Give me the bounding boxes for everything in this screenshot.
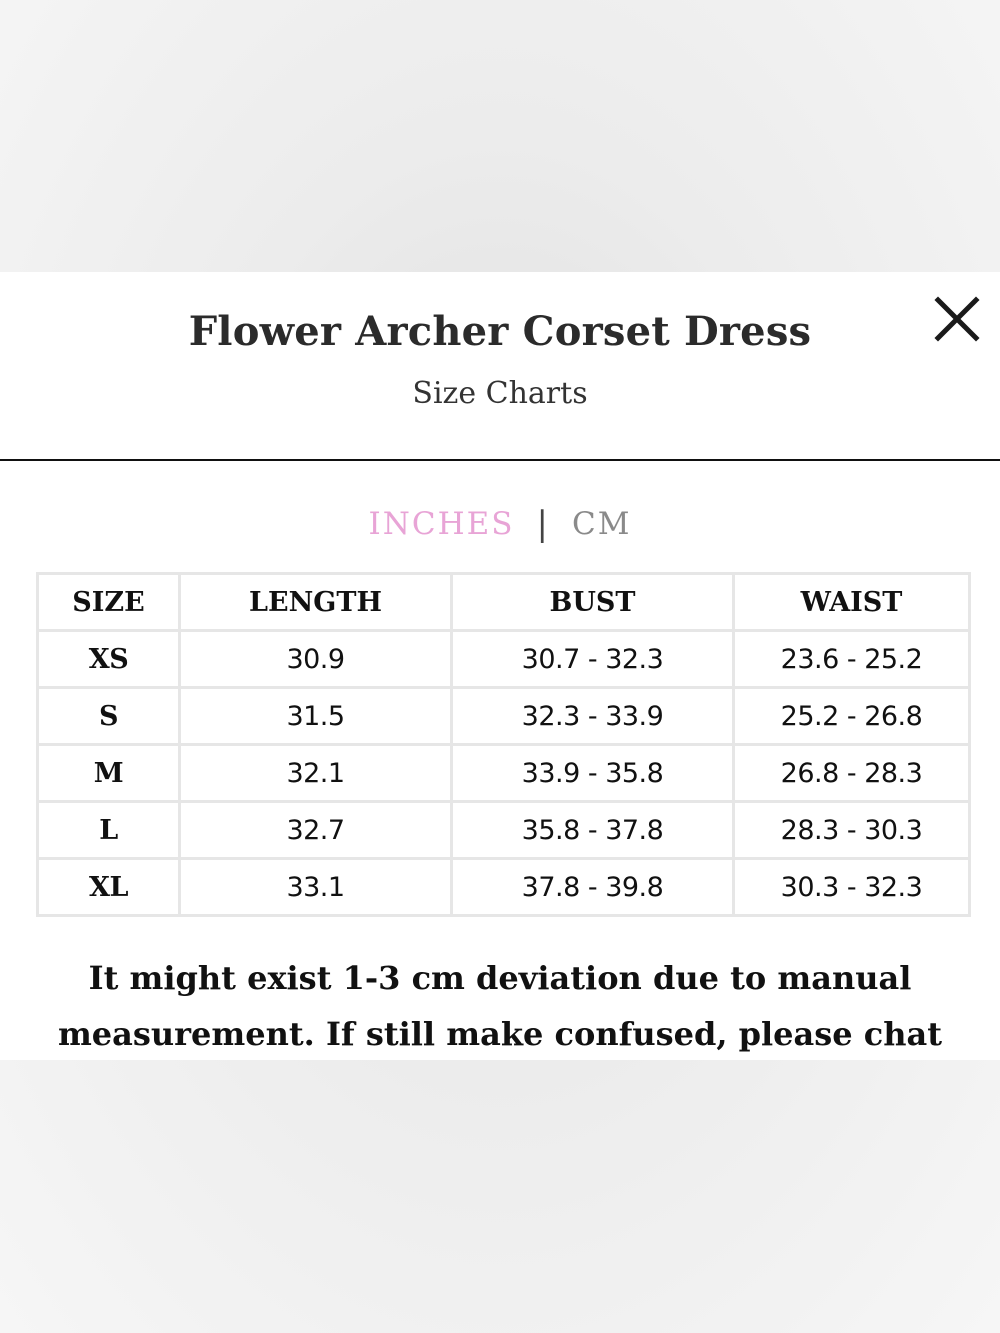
size-table (36, 572, 971, 917)
unit-cm-tab[interactable]: CM (572, 506, 632, 542)
table-row (38, 688, 970, 745)
deviation-note-line-2: measurement. If still make confused, please chat (57, 1015, 943, 1053)
bust-cell: 33.9 - 35.8 (452, 745, 734, 802)
size-cell: L (38, 802, 180, 859)
header-bust: BUST (452, 574, 734, 631)
size-cell: M (38, 745, 180, 802)
table-row (38, 745, 970, 802)
modal-header (0, 272, 1000, 461)
length-cell: 31.5 (180, 688, 452, 745)
unit-separator: | (536, 504, 550, 544)
header-length: LENGTH (180, 574, 452, 631)
table-header-row (38, 574, 970, 631)
size-cell: S (38, 688, 180, 745)
size-charts-subtitle: Size Charts (412, 376, 588, 411)
length-cell: 32.1 (180, 745, 452, 802)
waist-cell: 30.3 - 32.3 (734, 859, 970, 916)
bust-cell: 37.8 - 39.8 (452, 859, 734, 916)
table-row (38, 859, 970, 916)
waist-cell: 28.3 - 30.3 (734, 802, 970, 859)
size-chart-modal (0, 272, 1000, 1060)
table-row (38, 802, 970, 859)
bust-cell: 32.3 - 33.9 (452, 688, 734, 745)
close-icon (928, 290, 986, 348)
length-cell: 30.9 (180, 631, 452, 688)
header-size: SIZE (38, 574, 180, 631)
unit-toggle (0, 504, 1000, 544)
table-row (38, 631, 970, 688)
length-cell: 33.1 (180, 859, 452, 916)
bust-cell: 30.7 - 32.3 (452, 631, 734, 688)
waist-cell: 23.6 - 25.2 (734, 631, 970, 688)
waist-cell: 25.2 - 26.8 (734, 688, 970, 745)
waist-cell: 26.8 - 28.3 (734, 745, 970, 802)
deviation-note-line-1: It might exist 1-3 cm deviation due to manual (88, 959, 912, 997)
header-waist: WAIST (734, 574, 970, 631)
bust-cell: 35.8 - 37.8 (452, 802, 734, 859)
close-button[interactable] (928, 290, 986, 348)
length-cell: 32.7 (180, 802, 452, 859)
size-cell: XL (38, 859, 180, 916)
deviation-note (0, 950, 1000, 1060)
product-title: Flower Archer Corset Dress (188, 308, 812, 355)
size-cell: XS (38, 631, 180, 688)
unit-inches-tab[interactable]: INCHES (368, 506, 515, 542)
